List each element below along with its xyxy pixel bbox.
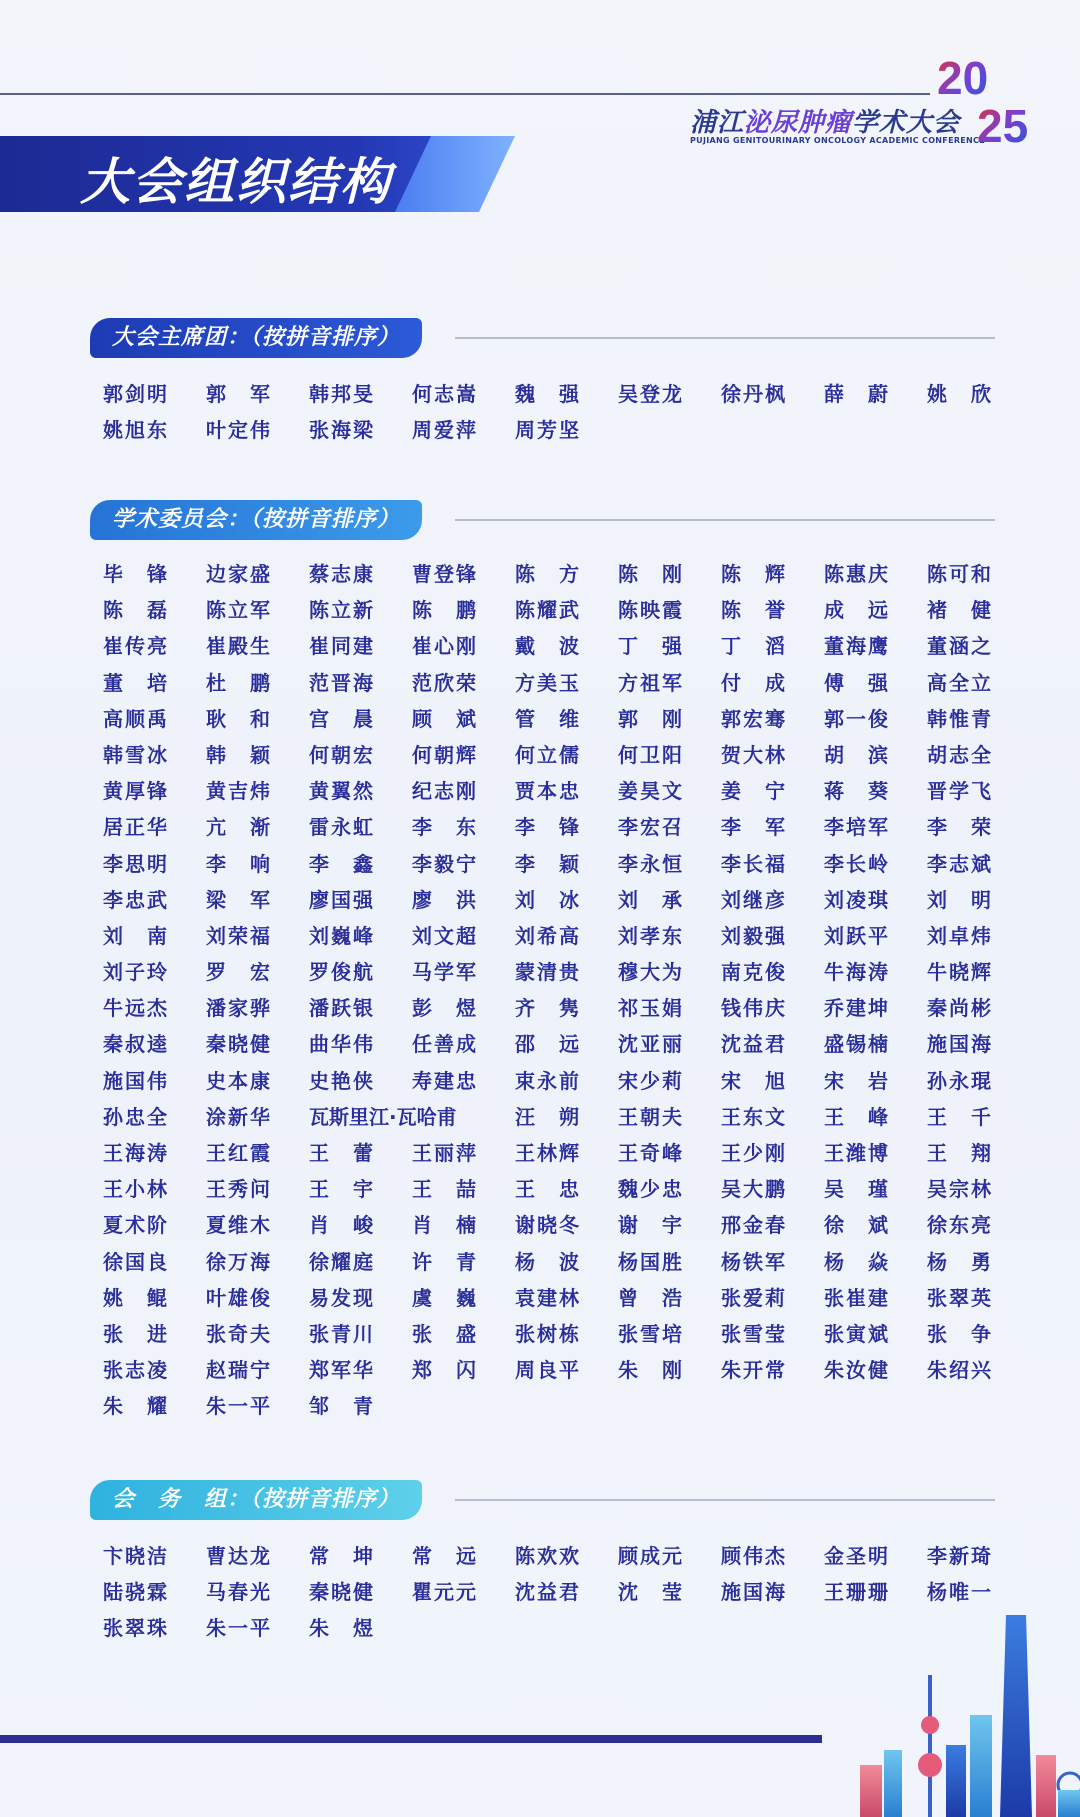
person-name: 朱一平: [206, 1616, 270, 1641]
person-name: 汪 朔: [515, 1104, 579, 1129]
person-name: 黄厚锋: [103, 779, 167, 804]
person-name: 刘巍峰: [309, 923, 373, 948]
person-name: 徐丹枫: [721, 382, 785, 406]
person-name: 盛锡楠: [824, 1032, 888, 1057]
person-name: 梁 军: [206, 887, 270, 912]
person-name: 刘 明: [927, 887, 991, 912]
person-name: 瞿元元: [412, 1580, 476, 1605]
person-name: 肖 楠: [412, 1213, 476, 1238]
person-name: 蒋 葵: [824, 779, 888, 804]
person-name: 穆大为: [618, 960, 682, 985]
person-name: 崔心刚: [412, 634, 476, 659]
person-name: 施国伟: [103, 1068, 167, 1093]
person-name: 李长岭: [824, 851, 888, 876]
person-name: 王秀问: [206, 1177, 270, 1202]
person-name: 陈可和: [927, 562, 991, 586]
person-name: 贺大林: [721, 742, 785, 767]
person-name: 张青川: [309, 1321, 373, 1346]
person-name: 李志斌: [927, 851, 991, 876]
person-name: 曹达龙: [206, 1544, 270, 1568]
person-name: 祁玉娟: [618, 996, 682, 1021]
person-name: 潘家骅: [206, 996, 270, 1021]
person-name: 张志凌: [103, 1358, 167, 1383]
person-name: 常 坤: [309, 1544, 373, 1568]
person-name: 李新琦: [927, 1544, 991, 1568]
person-name: 乔建坤: [824, 996, 888, 1021]
person-name: 刘 承: [618, 887, 682, 912]
person-name: 谢 宇: [618, 1213, 682, 1238]
section-divider: [455, 519, 995, 521]
person-name: 王珊珊: [824, 1580, 888, 1605]
person-name: 史艳侠: [309, 1068, 373, 1093]
person-name: 陈立新: [309, 598, 373, 623]
person-name: 南克俊: [721, 960, 785, 985]
person-name: 刘孝东: [618, 923, 682, 948]
person-name: 张爱莉: [721, 1285, 785, 1310]
person-name: 沈亚丽: [618, 1032, 682, 1057]
person-name: 郭一俊: [824, 706, 888, 731]
person-name: 高顺禹: [103, 706, 167, 731]
person-name: 张 进: [103, 1321, 167, 1346]
person-name: 刘荣福: [206, 923, 270, 948]
person-name: 陈欢欢: [515, 1544, 579, 1568]
person-name: 成 远: [824, 598, 888, 623]
person-name: 陈 刚: [618, 562, 682, 586]
person-name: 李 东: [412, 815, 476, 840]
person-name: 李培军: [824, 815, 888, 840]
person-name: 韩惟青: [927, 706, 991, 731]
person-name: 张翠英: [927, 1285, 991, 1310]
person-name: 何卫阳: [618, 742, 682, 767]
person-name: 杨铁军: [721, 1249, 785, 1274]
person-name: 亢 渐: [206, 815, 270, 840]
person-name: 方祖军: [618, 670, 682, 695]
person-name: 陈映霞: [618, 598, 682, 623]
person-name: 胡 滨: [824, 742, 888, 767]
person-name: 刘卓炜: [927, 923, 991, 948]
person-name: 徐耀庭: [309, 1249, 373, 1274]
section-divider: [455, 337, 995, 339]
person-name: 刘 冰: [515, 887, 579, 912]
person-name: 沈益君: [721, 1032, 785, 1057]
person-name: 姚旭东: [103, 418, 167, 443]
person-name: 郭 军: [206, 382, 270, 406]
person-name: 任善成: [412, 1032, 476, 1057]
person-name: 徐国良: [103, 1249, 167, 1274]
person-name: 蔡志康: [309, 562, 373, 586]
person-name: 牛远杰: [103, 996, 167, 1021]
person-name: 魏 强: [515, 382, 579, 406]
person-name: 朱 煜: [309, 1616, 373, 1641]
person-name: 周爱萍: [412, 418, 476, 443]
person-name: 王朝夫: [618, 1104, 682, 1129]
person-name: 李 荣: [927, 815, 991, 840]
person-name: 叶定伟: [206, 418, 270, 443]
person-name: 史本康: [206, 1068, 270, 1093]
logo-year-2025: [935, 52, 1040, 147]
person-name: 王少刚: [721, 1141, 785, 1165]
person-name: 韩 颖: [206, 742, 270, 767]
person-name: 沈 莹: [618, 1580, 682, 1605]
person-name: 杜 鹏: [206, 670, 270, 695]
person-name: 顾 斌: [412, 706, 476, 731]
person-name: 廖国强: [309, 887, 373, 912]
person-name: 王海涛: [103, 1141, 167, 1165]
person-name: 王 蕾: [309, 1141, 373, 1165]
person-name: 周良平: [515, 1358, 579, 1383]
person-name: 齐 隽: [515, 996, 579, 1021]
person-name: 戴 波: [515, 634, 579, 659]
section-label: 大会主席团：（按拼音排序）: [90, 318, 422, 358]
person-name: 涂新华: [206, 1104, 270, 1129]
person-name: 郭剑明: [103, 382, 167, 406]
person-name: 晋学飞: [927, 779, 991, 804]
person-name: 李 鑫: [309, 851, 373, 876]
person-name: 魏少忠: [618, 1177, 682, 1202]
person-name: 董涵之: [927, 634, 991, 659]
person-name: 曾 浩: [618, 1285, 682, 1310]
person-name: 肖 峻: [309, 1213, 373, 1238]
person-name: 黄翼然: [309, 779, 373, 804]
person-name: 王丽萍: [412, 1141, 476, 1165]
person-name: 张奇夫: [206, 1321, 270, 1346]
person-name: 毕 锋: [103, 562, 167, 586]
person-name: 李忠武: [103, 887, 167, 912]
person-name: 崔同建: [309, 634, 373, 659]
person-name: 彭 煜: [412, 996, 476, 1021]
person-name: 王 忠: [515, 1177, 579, 1202]
person-name: 杨 焱: [824, 1249, 888, 1274]
person-name: 刘凌琪: [824, 887, 888, 912]
person-name: 宫 晨: [309, 706, 373, 731]
person-name: 姜 宁: [721, 779, 785, 804]
person-name: 曹登锋: [412, 562, 476, 586]
person-name: 陈 方: [515, 562, 579, 586]
person-name: 周芳坚: [515, 418, 579, 443]
person-name: 居正华: [103, 815, 167, 840]
person-name: 杨唯一: [927, 1580, 991, 1605]
person-name: 范欣荣: [412, 670, 476, 695]
person-name: 李长福: [721, 851, 785, 876]
person-name: 杨 波: [515, 1249, 579, 1274]
person-name: 张海梁: [309, 418, 373, 443]
person-name: 刘子玲: [103, 960, 167, 985]
person-name: 刘文超: [412, 923, 476, 948]
person-name: 牛海涛: [824, 960, 888, 985]
person-name: 夏维木: [206, 1213, 270, 1238]
city-skyline-illustration: [860, 1615, 1080, 1817]
person-name: 李 锋: [515, 815, 579, 840]
person-name: 秦叔逵: [103, 1032, 167, 1057]
person-name: 王东文: [721, 1104, 785, 1129]
person-name: 徐东亮: [927, 1213, 991, 1238]
person-name: 虞 巍: [412, 1285, 476, 1310]
person-name: 黄吉炜: [206, 779, 270, 804]
person-name: 何志嵩: [412, 382, 476, 406]
person-name: 夏术阶: [103, 1213, 167, 1238]
person-name: 张翠珠: [103, 1616, 167, 1641]
logo-english-name: PUJIANG GENITOURINARY ONCOLOGY ACADEMIC CONFERENCE: [690, 136, 985, 145]
person-name: 褚 健: [927, 598, 991, 623]
person-name: 张寅斌: [824, 1321, 888, 1346]
person-name: 刘 南: [103, 923, 167, 948]
person-name: 李毅宁: [412, 851, 476, 876]
person-name: 王林辉: [515, 1141, 579, 1165]
person-name: 邹 青: [309, 1394, 373, 1419]
person-name: 姜昊文: [618, 779, 682, 804]
person-name: 王奇峰: [618, 1141, 682, 1165]
person-name: 雷永虹: [309, 815, 373, 840]
person-name: 薛 蔚: [824, 382, 888, 406]
person-name: 王红霞: [206, 1141, 270, 1165]
person-name: 顾伟杰: [721, 1544, 785, 1568]
person-name: 李 军: [721, 815, 785, 840]
person-name: 李 颖: [515, 851, 579, 876]
person-name: 方美玉: [515, 670, 579, 695]
person-name: 袁建林: [515, 1285, 579, 1310]
person-name: 陈 誉: [721, 598, 785, 623]
person-name: 郭宏骞: [721, 706, 785, 731]
person-name: 杨 勇: [927, 1249, 991, 1274]
person-name: 丁 强: [618, 634, 682, 659]
person-name: 傅 强: [824, 670, 888, 695]
person-name: 徐 斌: [824, 1213, 888, 1238]
person-name: 刘跃平: [824, 923, 888, 948]
person-name: 吴大鹏: [721, 1177, 785, 1202]
person-name: 朱 耀: [103, 1394, 167, 1419]
person-name: 施国海: [927, 1032, 991, 1057]
person-name: 王 翔: [927, 1141, 991, 1165]
person-name: 何朝辉: [412, 742, 476, 767]
person-name: 王 宇: [309, 1177, 373, 1202]
person-name: 崔殿生: [206, 634, 270, 659]
person-name: 刘毅强: [721, 923, 785, 948]
person-name: 罗俊航: [309, 960, 373, 985]
svg-text:20: 20: [937, 52, 989, 104]
person-name: 朱开常: [721, 1358, 785, 1383]
person-name: 王潍博: [824, 1141, 888, 1165]
person-name: 姚 欣: [927, 382, 991, 406]
logo-chinese-name: 浦江泌尿肿瘤学术大会: [690, 108, 961, 138]
person-name: 董海鹰: [824, 634, 888, 659]
person-name: 寿建忠: [412, 1068, 476, 1093]
person-name: 陈 辉: [721, 562, 785, 586]
person-name: 宋 旭: [721, 1068, 785, 1093]
person-name: 陈 磊: [103, 598, 167, 623]
person-name: 马春光: [206, 1580, 270, 1605]
person-name: 罗 宏: [206, 960, 270, 985]
page-title: 大会组织结构: [80, 153, 392, 211]
person-name: 潘跃银: [309, 996, 373, 1021]
person-name: 吴 瑾: [824, 1177, 888, 1202]
person-name: 朱绍兴: [927, 1358, 991, 1383]
person-name: 丁 滔: [721, 634, 785, 659]
person-name: 朱一平: [206, 1394, 270, 1419]
person-name: 刘继彦: [721, 887, 785, 912]
person-name: 孙永琨: [927, 1068, 991, 1093]
person-name: 陈耀武: [515, 598, 579, 623]
person-name: 韩雪冰: [103, 742, 167, 767]
person-name: 徐万海: [206, 1249, 270, 1274]
person-name: 张崔建: [824, 1285, 888, 1310]
person-name: 束永前: [515, 1068, 579, 1093]
svg-text:25: 25: [977, 100, 1029, 147]
person-name: 何朝宏: [309, 742, 373, 767]
person-name: 王小林: [103, 1177, 167, 1202]
person-name: 曲华伟: [309, 1032, 373, 1057]
person-name: 朱汝健: [824, 1358, 888, 1383]
person-name: 陈惠庆: [824, 562, 888, 586]
person-name: 李 响: [206, 851, 270, 876]
person-name: 何立儒: [515, 742, 579, 767]
person-name: 宋少莉: [618, 1068, 682, 1093]
section-label: 会 务 组：（按拼音排序）: [90, 1480, 422, 1520]
person-name: 廖 洪: [412, 887, 476, 912]
person-name: 刘希高: [515, 923, 579, 948]
person-name: 许 青: [412, 1249, 476, 1274]
person-name: 叶雄俊: [206, 1285, 270, 1310]
person-name: 贾本忠: [515, 779, 579, 804]
person-name: 吴宗林: [927, 1177, 991, 1202]
person-name: 张 盛: [412, 1321, 476, 1346]
person-name: 蒙清贵: [515, 960, 579, 985]
section-label: 学术委员会：（按拼音排序）: [90, 500, 422, 540]
person-name: 张雪培: [618, 1321, 682, 1346]
person-name: 宋 岩: [824, 1068, 888, 1093]
person-name: 沈益君: [515, 1580, 579, 1605]
person-name: 谢晓冬: [515, 1213, 579, 1238]
conference-logo: [690, 52, 1040, 152]
person-name: 马学军: [412, 960, 476, 985]
person-name: 瓦斯里江·瓦哈甫: [309, 1104, 457, 1129]
person-name: 边家盛: [206, 562, 270, 586]
person-name: 高全立: [927, 670, 991, 695]
person-name: 邢金春: [721, 1213, 785, 1238]
person-name: 王 喆: [412, 1177, 476, 1202]
person-name: 陈立军: [206, 598, 270, 623]
person-name: 王 峰: [824, 1104, 888, 1129]
person-name: 顾成元: [618, 1544, 682, 1568]
person-name: 金圣明: [824, 1544, 888, 1568]
person-name: 常 远: [412, 1544, 476, 1568]
person-name: 秦晓健: [206, 1032, 270, 1057]
person-name: 张雪莹: [721, 1321, 785, 1346]
presidium-names: [103, 376, 1030, 448]
person-name: 郑 闪: [412, 1358, 476, 1383]
person-name: 杨国胜: [618, 1249, 682, 1274]
person-name: 耿 和: [206, 706, 270, 731]
person-name: 施国海: [721, 1580, 785, 1605]
person-name: 朱 刚: [618, 1358, 682, 1383]
person-name: 孙忠全: [103, 1104, 167, 1129]
person-name: 韩邦旻: [309, 382, 373, 406]
person-name: 张 争: [927, 1321, 991, 1346]
person-name: 赵瑞宁: [206, 1358, 270, 1383]
person-name: 易发现: [309, 1285, 373, 1310]
person-name: 纪志刚: [412, 779, 476, 804]
person-name: 秦晓健: [309, 1580, 373, 1605]
person-name: 吴登龙: [618, 382, 682, 406]
person-name: 钱伟庆: [721, 996, 785, 1021]
person-name: 范晋海: [309, 670, 373, 695]
person-name: 牛晓辉: [927, 960, 991, 985]
person-name: 李宏召: [618, 815, 682, 840]
person-name: 付 成: [721, 670, 785, 695]
person-name: 胡志全: [927, 742, 991, 767]
person-name: 秦尚彬: [927, 996, 991, 1021]
person-name: 管 维: [515, 706, 579, 731]
person-name: 陆骁霖: [103, 1580, 167, 1605]
footer-bar: [0, 1735, 822, 1743]
person-name: 郭 刚: [618, 706, 682, 731]
person-name: 姚 鲲: [103, 1285, 167, 1310]
person-name: 董 培: [103, 670, 167, 695]
person-name: 崔传亮: [103, 634, 167, 659]
person-name: 李思明: [103, 851, 167, 876]
person-name: 陈 鹏: [412, 598, 476, 623]
person-name: 邵 远: [515, 1032, 579, 1057]
person-name: 李永恒: [618, 851, 682, 876]
section-divider: [455, 1499, 995, 1501]
person-name: 张树栋: [515, 1321, 579, 1346]
person-name: 郑军华: [309, 1358, 373, 1383]
academic-committee-names: [103, 556, 1030, 1425]
person-name: 王 千: [927, 1104, 991, 1129]
person-name: 卞晓洁: [103, 1544, 167, 1568]
